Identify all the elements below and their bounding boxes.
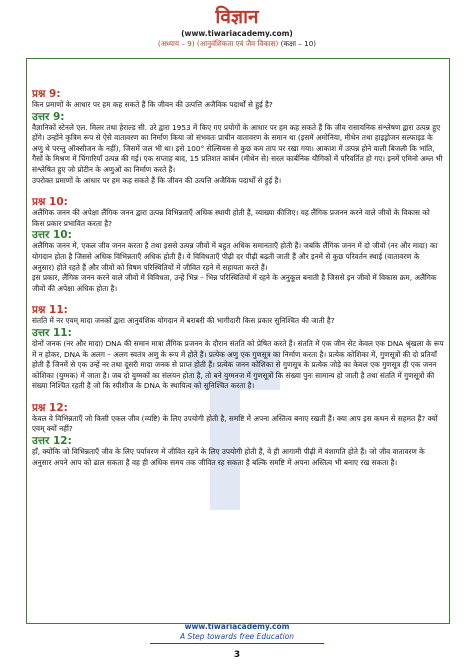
answer-text: हाँ, क्योंकि जो विभिन्नताएँ जीव के लिए पर्यावरण में जीवित रहने के लिए उपयोगी होती हैं, वे ही आगामी पीढ़ी में वंशागति होते हैं। जो जीव वातावरण के अनुसार अपने आप को ढाल सकता है वह ही अधिक समय तक जीवित रह सकता है बल्कि समष्टि में अपना अस्तित्व भी बनाए रख सकता है। — [32, 447, 425, 467]
qa-block-10 — [32, 196, 444, 294]
chapter-label: (अध्याय – 9) (आनुवंशिकता एवं जैव विकास) — [157, 39, 279, 48]
page-header — [0, 6, 474, 49]
page-title: विज्ञान — [215, 6, 259, 28]
header-website[interactable]: (www.tiwariacademy.com) — [181, 29, 293, 38]
question-label: प्रश्न 11: — [32, 304, 68, 317]
chapter-info — [0, 39, 474, 49]
answer-conclusion: इस प्रकार, लैंगिक जनन करने वाले जीवों में विविधता, उन्हें भिन्न – भिन्न परिस्थितियों में रहने के अनुकूल बनाती है जिससे इन जीवों में विकास क्रम, अलैंगिक जीवों की अपेक्षा अधिक होता है। — [32, 273, 437, 293]
class-label: (कक्षा – 10) — [280, 39, 317, 48]
answer-conclusion: उपरोक्त प्रमाणों के आधार पर हम कह सकते हैं कि जीवन की उत्पत्ति अजैविक पदार्थों से हुई है। — [32, 175, 282, 185]
qa-block-11 — [32, 304, 444, 392]
question-text: संतति में नर एवम् मादा जनकों द्वारा आनुवंशिक योगदान में बराबरी की भागीदारी किस प्रकार सुनिश्चित की जाती है? — [32, 316, 335, 326]
question-label: प्रश्न 12: — [32, 401, 68, 414]
qa-content — [32, 88, 444, 468]
question-label: प्रश्न 10: — [32, 196, 68, 209]
question-text: किन प्रमाणों के आधार पर हम कह सकते हैं कि जीवन की उत्पत्ति अजैविक पदार्थों से हुई है? — [32, 100, 273, 109]
footer-website[interactable]: www.tiwariacademy.com — [184, 622, 290, 631]
answer-text: अलैंगिक जनन में, एकल जीव जनन करता है तथा इससे उत्पन्न जीवों में बहुत अधिक समानताएँ होती हैं। जबकि लैंगिक जनन में दो जीवों (नर और मादा) का योगदान होता है जिससे अधिक विभिन्नताएँ अधिक होती हैं। ये विविधताएँ पीढ़ी दर पीढ़ी बढ़ती जाती हैं और इनमें से कुछ परिवर्तन स्थाई (वातावरण के अनुसार) होते रहते हैं और जीवों को विषम परिस्थितियों में जीवित रहने में सहायता करते हैं। — [32, 241, 438, 272]
question-label: प्रश्न 9: — [32, 88, 61, 100]
question-text: अलैंगिक जनन की अपेक्षा लैंगिक जनन द्वारा उत्पन्न विभिन्नताएँ अधिक स्थायी होती हैं, व्याख्या कीजिए। यह लैंगिक प्रजनन करने वाले जीवों के विकास को किस प्रकार प्रभावित करता है? — [32, 208, 430, 228]
answer-text: दोनों जनक (नर और मादा) DNA की समान मात्रा लैंगिक प्रजनन के दौरान संतति को प्रेषित करते हैं। संतति में एक जीन सेट केवल एक DNA श्रृंखला के रूप में न होकर, DNA के अलग – अलग स्वतंत्र अणु के रूप में होते हैं। प्रत्येक अणु एक गुणसूत्र का निर्माण करता है। प्रत्येक कोशिका में, गुणसूत्रों की दो प्रतियाँ होती हैं जिनमें से एक उन्हें नर तथा दूसरी मादा जनक से प्राप्त होती हैं। प्रत्येक जनन कोशिका से गुणसूत्र के प्रत्येक जोड़े का केवल एक गुणसूत्र ही एक जनन कोशिका (युग्मक) में जाता है। जब दो युग्मकों का संलयन होता है, तो बने युग्मनज में गुणसूत्रों कि संख्या पुनः सामान्य हो जाती है तथा संतति में गुणसूत्रों की संख्या निश्चित रहती है जो कि स्पीशीज के DNA के स्थायित्व को सुनिश्चित करता है। — [32, 338, 444, 391]
answer-label: उत्तर 10: — [32, 229, 72, 242]
page-number: 3 — [233, 650, 241, 660]
answer-label: उत्तर 9: — [32, 110, 65, 123]
answer-label: उत्तर 11: — [32, 326, 72, 339]
answer-text: वैज्ञानिकों स्टेनले एल. मिलर तथा हेराल्ड सी. उरे द्वारा 1953 में किए गए प्रयोगों के आधार पर हम कह सकते हैं कि जीव रासायनिक संश्लेषण द्वारा उत्पन्न हुए होंगे। उन्होंने कृत्रिम रूप से ऐसे वातावरण का निर्माण किया जो संभवतः प्राचीन वातावरण के समान था (इसमें अमोनिया, मीथेन तथा हाइड्रोजन सल्फाइड के अणु थे परन्तु ऑक्सीजन के नहीं), जिसमें जल भी था। इसे 100° सेल्सियस से कुछ कम ताप पर रखा गया। आकाश में उत्पन्न होने वाली बिजली कि भांति, गैसों के मिश्रण में चिंगारियाँ उत्पन्न की गई। एक सप्ताह बाद, 15 प्रतिशत कार्बन (मीथेन से) सरल कार्बनिक यौगिकों में परिवर्तित हो गए। इनमें एमिनो अम्ल भी संश्लेषित हुए जो प्रोटीन के अणुओं का निर्माण करते हैं। — [32, 122, 443, 174]
answer-label: उत्तर 12: — [32, 435, 72, 448]
question-text: केवल वे विभिन्नताएँ जो किसी एकल जीव (व्यष्टि) के लिए उपयोगी होती है, समष्टि में अपना अस्तित्व बनाए रखती हैं। क्या आप इस कथन से सहमत हैं? क्यों एवम् क्यों नहीं? — [32, 413, 438, 434]
qa-block-9 — [32, 88, 444, 186]
qa-block-12 — [32, 402, 444, 468]
footer-divider — [150, 643, 324, 644]
footer-tagline: A Step towards free Education — [179, 632, 295, 641]
